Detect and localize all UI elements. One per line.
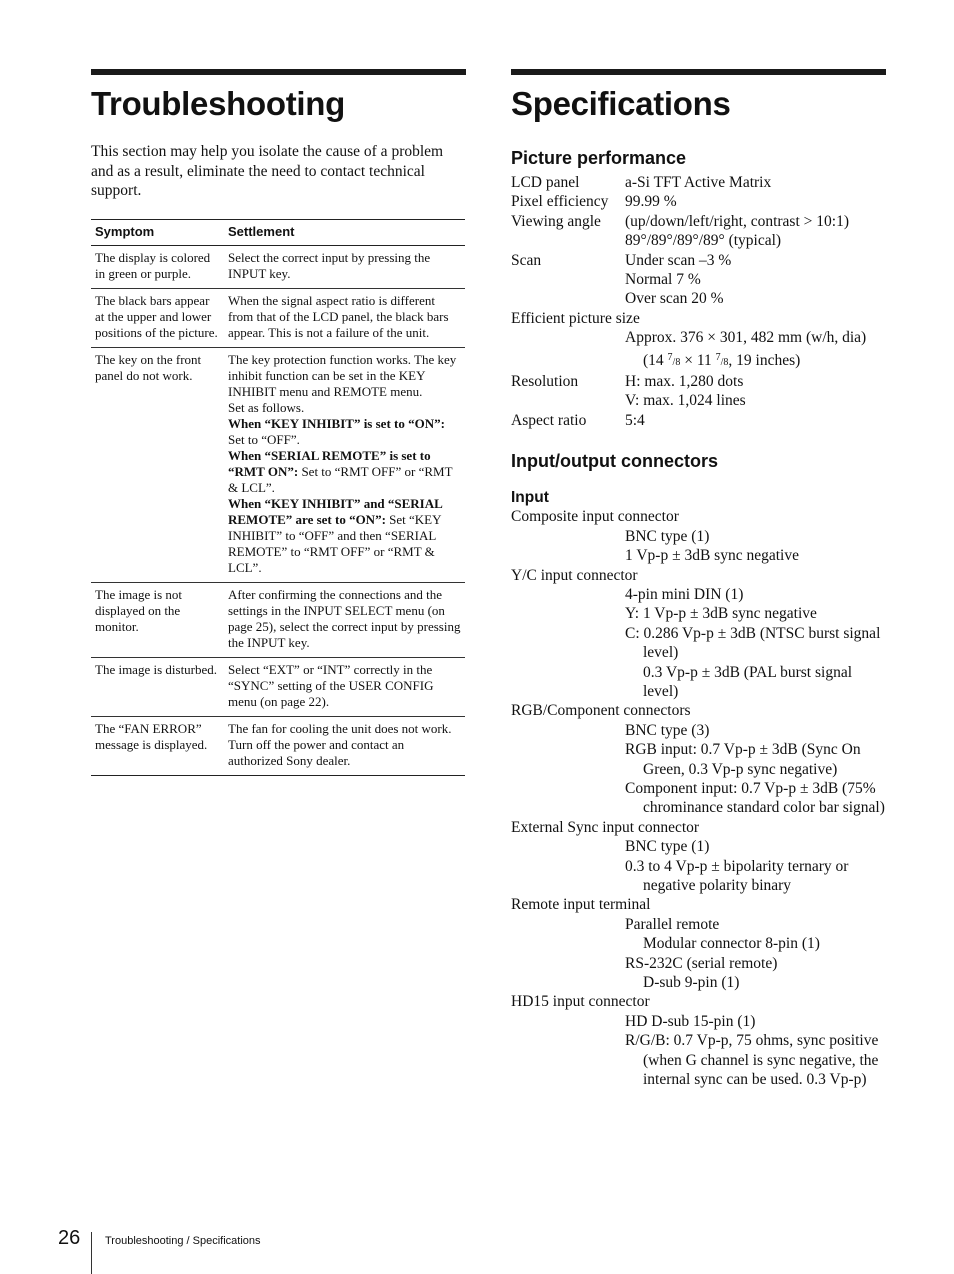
symptom-cell: The display is colored in green or purple. [91,245,224,288]
spec-value-line: RS-232C (serial remote) [625,954,778,972]
fraction-text: , 19 inches) [728,351,801,369]
spec-value-line: BNC type (1) [625,838,710,856]
spec-label: Pixel efficiency [511,193,609,211]
spec-value-line: Modular connector 8-pin (1) [643,935,820,953]
spec-row-resolution [511,372,886,411]
picture-performance-list [511,173,886,430]
spec-value-line: V: max. 1,024 lines [625,392,746,410]
spec-value: 99.99 % [625,193,677,211]
spec-label: Aspect ratio [511,411,587,429]
symptom-cell: The “FAN ERROR” message is displayed. [91,716,224,775]
spec-value [625,372,886,411]
table-row [91,716,465,775]
spec-value-line: Component input: 0.7 Vp-p ± 3dB (75% chrominance standard color bar signal) [625,779,885,817]
table-row [91,347,465,582]
table-row [91,245,465,288]
settlement-case [228,496,461,576]
header-settlement: Settlement [224,219,465,245]
spec-value-line: 0.3 Vp-p ± 3dB (PAL burst signal level) [643,663,853,700]
case-condition: When “KEY INHIBIT” and “SERIAL REMOTE” are set to “ON”: [228,495,443,527]
spec-label: Scan [511,251,542,269]
symptom-cell: The image is disturbed. [91,657,224,716]
troubleshooting-table [91,219,465,776]
fraction-denominator: /8 [672,356,681,368]
settlement-case [228,448,461,496]
specifications-title: Specifications [511,85,731,122]
settlement-cell [224,716,465,775]
settlement-text: The fan for cooling the unit does not work. [228,720,452,736]
spec-label: External Sync input connector [511,818,700,836]
case-action: Set to “RMT OFF” or “RMT & LCL”. [228,463,453,495]
specifications-section [511,69,886,1089]
case-action: Set “KEY INHIBIT” to “OFF” and then “SERIAL REMOTE” to “RMT OFF” or “RMT & LCL”. [228,511,442,575]
spec-value-line: HD D-sub 15-pin (1) [625,1012,756,1030]
spec-value-line: 0.3 to 4 Vp-p ± bipolarity ternary or negative polarity binary [625,857,849,894]
symptom-cell: The black bars appear at the upper and lower positions of the picture. [91,288,224,347]
page-number: 26 [58,1227,81,1249]
table-row [91,582,465,657]
spec-value-line: RGB input: 0.7 Vp-p ± 3dB (Sync On Green, 0.3 Vp-p sync negative) [625,741,861,778]
table-row [91,288,465,347]
settlement-text: The key protection function works. The key inhibit function can be set in the KEY INHIBIT menu and REMOTE menu. [228,351,457,399]
settlement-cell: After confirming the connections and the settings in the INPUT SELECT menu (on page 25), select the correct input by pressing the INPUT key. [224,582,465,657]
spec-label: Remote input terminal [511,896,651,914]
spec-value-line: Over scan 20 % [625,290,724,308]
footer-divider [91,1232,92,1274]
fraction-text: (14 [643,351,668,369]
spec-value-line: Y: 1 Vp-p ± 3dB sync negative [625,605,817,623]
io-connectors-heading: Input/output connectors [511,451,718,472]
spec-value-line: (up/down/left/right, contrast > 10:1) [625,212,849,230]
spec-row-efficient-size [511,309,886,372]
spec-value-line: R/G/B: 0.7 Vp-p, 75 ohms, sync positive (when G channel is sync negative, the internal sync can be used. 0.3 Vp-p) [625,1032,879,1089]
spec-row-viewing [511,212,886,251]
spec-row-pixel [511,192,886,211]
footer-section-title: Troubleshooting / Specifications [105,1235,261,1247]
spec-value: 5:4 [625,411,645,429]
input-connector-list [511,507,886,1089]
spec-row-scan [511,251,886,309]
table-row [91,657,465,716]
fraction-denominator: /8 [720,356,729,368]
troubleshooting-section [91,69,466,776]
picture-performance-heading: Picture performance [511,148,687,168]
spec-value-line: C: 0.286 Vp-p ± 3dB (NTSC burst signal level) [625,624,881,662]
spec-label: RGB/Component connectors [511,702,691,720]
case-condition: When “KEY INHIBIT” is set to “ON”: [228,415,445,431]
spec-value [625,212,886,251]
symptom-cell: The image is not displayed on the monitor. [91,582,224,657]
spec-label: Efficient picture size [511,309,640,327]
spec-value [625,251,886,309]
spec-value-line: Parallel remote [625,915,720,933]
troubleshooting-title: Troubleshooting [91,85,345,122]
section-rule [511,69,886,75]
settlement-text: Set as follows. [228,399,305,415]
troubleshooting-intro: This section may help you isolate the cause of a problem and as a result, eliminate the need to contact technical support. [91,143,444,199]
spec-value-line: 89°/89°/89°/89° (typical) [625,232,782,250]
spec-value-line: D-sub 9-pin (1) [643,974,740,992]
symptom-cell: The key on the front panel do not work. [91,347,224,582]
fraction-numerator: 7 [715,351,721,363]
case-action: Set to “OFF”. [228,431,300,447]
spec-row-lcd [511,173,886,192]
settlement-text: Turn off the power and contact an authorized Sony dealer. [228,736,405,768]
settlement-cell [224,347,465,582]
spec-label: Y/C input connector [511,566,638,584]
header-symptom: Symptom [91,219,224,245]
spec-value-line: BNC type (3) [625,721,710,739]
fraction-text: × 11 [680,351,716,369]
section-rule [91,69,466,75]
spec-value-line: Approx. 376 × 301, 482 mm (w/h, dia) [625,329,867,347]
spec-value-line: Normal 7 % [625,271,701,289]
settlement-cell: Select the correct input by pressing the INPUT key. [224,245,465,288]
spec-value-line: 1 Vp-p ± 3dB sync negative [625,547,799,565]
input-subheading: Input [511,489,549,507]
spec-label: Viewing angle [511,212,601,230]
spec-value-line [511,348,886,372]
spec-label: LCD panel [511,174,580,191]
settlement-cell: Select “EXT” or “INT” correctly in the “SYNC” setting of the USER CONFIG menu (on page 22). [224,657,465,716]
settlement-cell: When the signal aspect ratio is different from that of the LCD panel, the black bars appear. This is not a failure of the unit. [224,288,465,347]
spec-value: a-Si TFT Active Matrix [625,174,772,191]
table-header-row [91,219,465,245]
spec-label: HD15 input connector [511,993,650,1011]
case-condition: When “SERIAL REMOTE” is set to “RMT ON”: [228,447,431,479]
spec-value-line: BNC type (1) [625,527,710,545]
spec-value-line: 4-pin mini DIN (1) [625,585,744,603]
fraction-numerator: 7 [667,351,673,363]
spec-label: Composite input connector [511,508,679,526]
spec-value-line: H: max. 1,280 dots [625,373,744,391]
spec-value-line: Under scan –3 % [625,251,732,269]
spec-row-aspect [511,411,886,430]
spec-label: Resolution [511,373,579,391]
settlement-case [228,416,461,448]
